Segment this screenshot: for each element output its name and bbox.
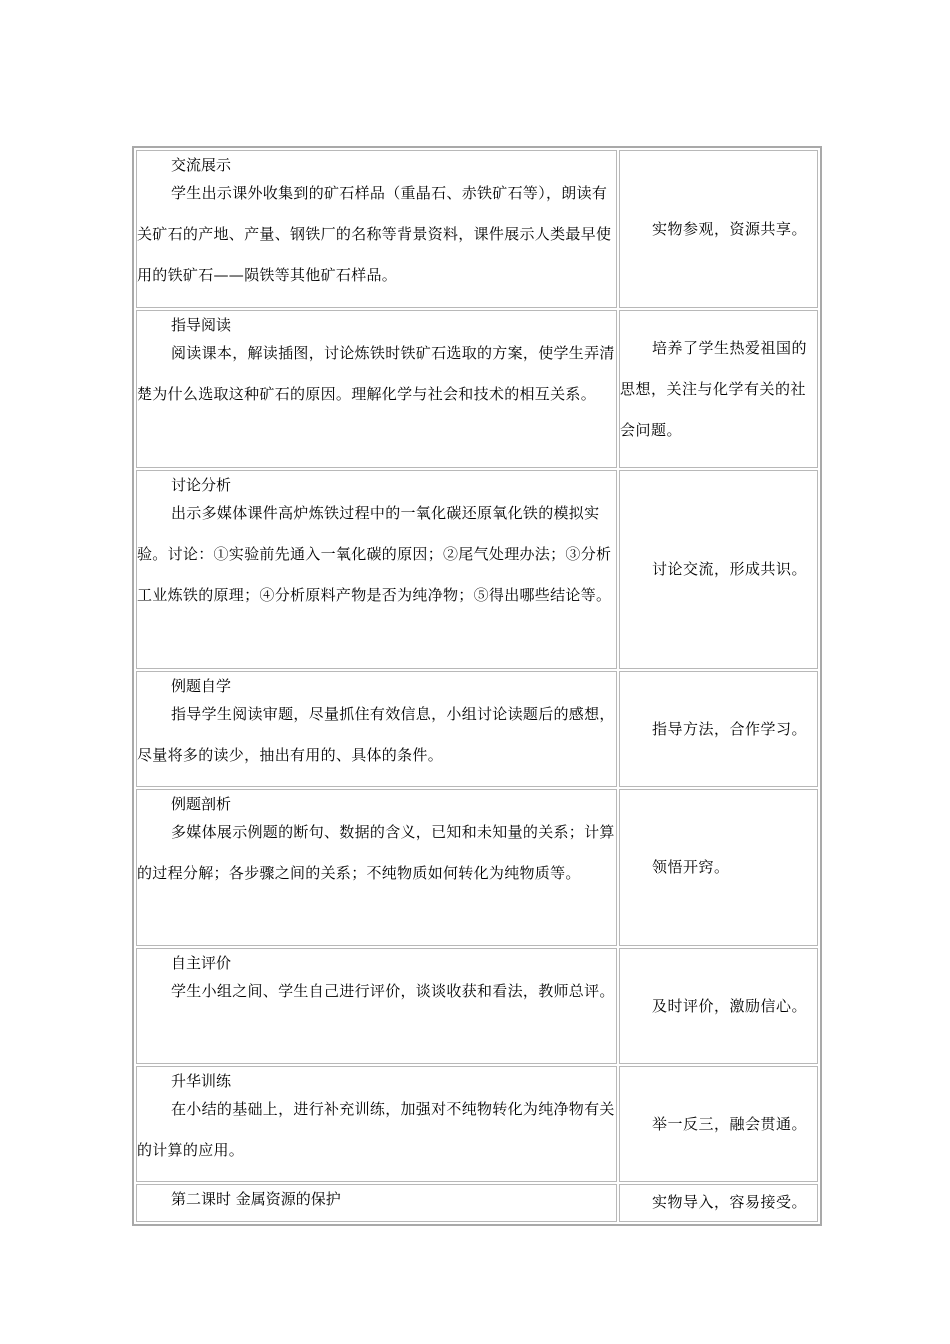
intent-note: 培养了学生热爱祖国的思想，关注与化学有关的社会问题。 (620, 338, 808, 439)
table-row (136, 1184, 818, 1222)
activity-heading: 讨论分析 (171, 476, 232, 494)
activity-body: 在小结的基础上，进行补充训练，加强对不纯物转化为纯净物有关的计算的应用。 (137, 1100, 615, 1159)
intent-note: 领悟开窍。 (652, 858, 730, 876)
intent-cell (619, 470, 818, 669)
intent-cell (619, 150, 818, 308)
table-row (136, 150, 818, 308)
activity-heading: 例题自学 (171, 677, 232, 695)
intent-cell (619, 310, 818, 468)
activity-body: 学生出示课外收集到的矿石样品（重晶石、赤铁矿石等），朗读有关矿石的产地、产量、钢铁厂的名称等背景资料，课件展示人类最早使用的铁矿石——陨铁等其他矿石样品。 (137, 184, 612, 284)
intent-note: 及时评价，激励信心。 (652, 996, 808, 1015)
activity-heading: 指导阅读 (171, 316, 232, 334)
intent-note: 实物参观，资源共享。 (652, 219, 808, 238)
intent-cell (619, 1184, 818, 1222)
activity-cell (136, 948, 617, 1064)
activity-cell (136, 470, 617, 669)
activity-heading: 升华训练 (171, 1072, 232, 1090)
activity-heading: 例题剖析 (171, 795, 232, 813)
intent-note: 举一反三，融会贯通。 (652, 1114, 808, 1133)
table-row (136, 310, 818, 468)
activity-body: 学生小组之间、学生自己进行评价，谈谈收获和看法，教师总评。 (171, 982, 615, 1000)
activity-heading: 交流展示 (171, 156, 232, 174)
table-row (136, 789, 818, 946)
activity-cell (136, 1066, 617, 1182)
intent-cell (619, 671, 818, 787)
activity-body: 指导学生阅读审题，尽量抓住有效信息，小组讨论读题后的感想，尽量将多的读少，抽出有用的、具体的条件。 (137, 705, 615, 764)
activity-cell (136, 150, 617, 308)
table-row (136, 1066, 818, 1182)
intent-note: 讨论交流，形成共识。 (652, 560, 808, 578)
intent-cell (619, 948, 818, 1064)
table-row (136, 948, 818, 1064)
intent-cell (619, 1066, 818, 1182)
table-row (136, 470, 818, 669)
intent-note: 指导方法，合作学习。 (652, 719, 808, 738)
activity-heading: 自主评价 (171, 954, 232, 972)
activity-body: 出示多媒体课件高炉炼铁过程中的一氧化碳还原氧化铁的模拟实验。讨论：①实验前先通入一氧化碳的原因；②尾气处理办法；③分析工业炼铁的原理；④分析原料产物是否为纯净物；⑤得出哪些结论等。 (137, 504, 612, 604)
table-row (136, 671, 818, 787)
activity-cell (136, 671, 617, 787)
activity-cell (136, 1184, 617, 1222)
activity-cell (136, 310, 617, 468)
intent-note: 实物导入，容易接受。 (652, 1193, 808, 1211)
activity-heading: 第二课时 金属资源的保护 (171, 1190, 341, 1208)
activity-body: 阅读课本，解读插图，讨论炼铁时铁矿石选取的方案，使学生弄清楚为什么选取这种矿石的原因。理解化学与社会和技术的相互关系。 (137, 344, 615, 403)
intent-cell (619, 789, 818, 946)
activity-cell (136, 789, 617, 946)
lesson-plan-table (132, 146, 822, 1226)
activity-body: 多媒体展示例题的断句、数据的含义，已知和未知量的关系；计算的过程分解；各步骤之间的关系；不纯物质如何转化为纯物质等。 (137, 823, 615, 882)
